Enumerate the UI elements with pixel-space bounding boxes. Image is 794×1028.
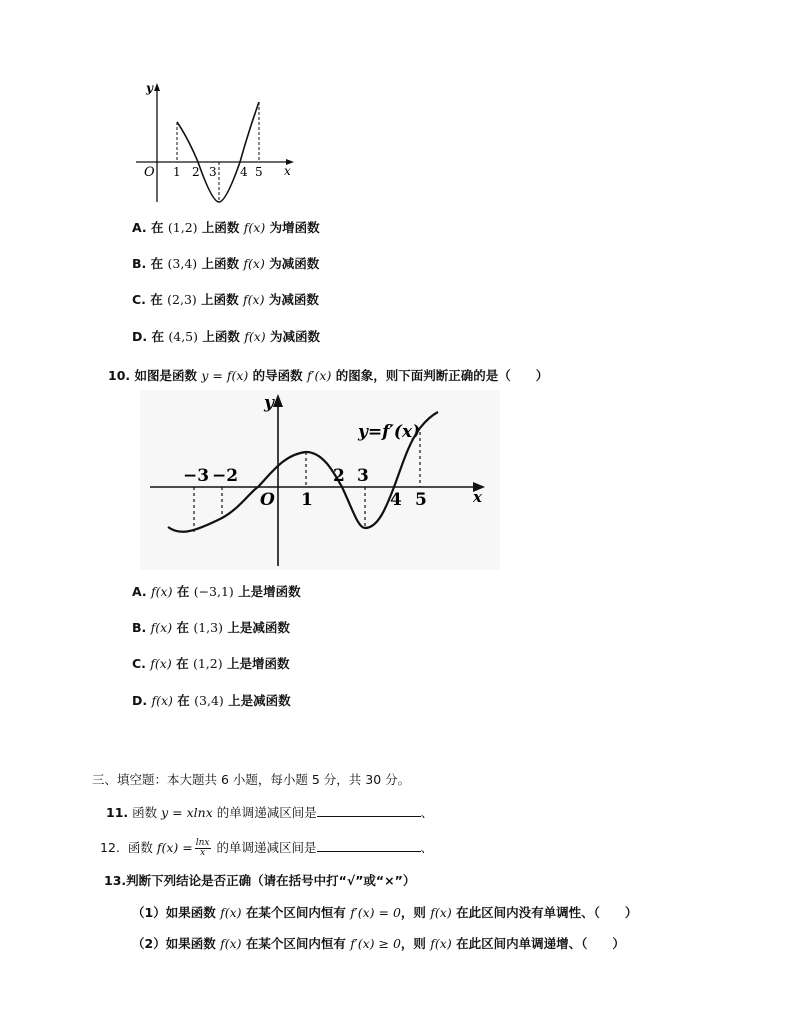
q9-option-d: D. 在 (4,5) 上函数 f(x) 为减函数 xyxy=(132,329,321,344)
q11-answer-blank[interactable] xyxy=(317,806,421,817)
q13-item-2: （2）如果函数 f(x) 在某个区间内恒有 f′(x) ≥ 0，则 f(x) 在此区间内单调递增、（ ） xyxy=(132,936,625,951)
tick-label-5: 5 xyxy=(415,490,427,510)
q10-option-d: D. f(x) 在 (3,4) 上是减函数 xyxy=(132,693,291,708)
tick-label-1: 1 xyxy=(301,490,313,510)
q13-stem: 13.判断下列结论是否正确（请在括号中打“√”或“×”） xyxy=(104,873,416,888)
section-3-heading: 三、填空题：本大题共 6 小题，每小题 5 分，共 30 分。 xyxy=(92,772,411,787)
x-axis-label: x xyxy=(284,164,291,178)
tick-label-2: 2 xyxy=(333,466,345,486)
tick-label-3: 3 xyxy=(357,466,369,486)
q11: 11. 函数 y = xlnx 的单调递减区间是 、 xyxy=(106,805,434,820)
q10-stem: 10. 如图是函数 y = f(x) 的导函数 f′(x) 的图象，则下面判断正确的是（ ） xyxy=(108,368,549,383)
curve-label: y=f′(x) xyxy=(358,422,421,442)
tick-label-neg2: −2 xyxy=(212,466,239,486)
q9-option-a: A. 在 (1,2) 上函数 f(x) 为增函数 xyxy=(132,220,320,235)
q12: 12. 函数 f(x) = $\frac{\ln x}{x}$ 的单调递减区间是 、 xyxy=(100,838,434,858)
q10-option-a: A. f(x) 在 (−3,1) 上是增函数 xyxy=(132,584,301,599)
tick-label-neg3: −3 xyxy=(183,466,210,486)
y-axis-arrow xyxy=(154,83,160,91)
q12-fraction: $\frac{\ln x}{x}$ xyxy=(195,838,210,858)
q10-option-c: C. f(x) 在 (1,2) 上是增函数 xyxy=(132,656,290,671)
graph-2 xyxy=(140,390,500,570)
tick-label-4: 4 xyxy=(240,165,248,179)
q13-item-1: （1）如果函数 f(x) 在某个区间内恒有 f′(x) = 0，则 f(x) 在此区间内没有单调性、（ ） xyxy=(132,905,638,920)
q10-option-b: B. f(x) 在 (1,3) 上是减函数 xyxy=(132,620,290,635)
q9-option-c: C. 在 (2,3) 上函数 f(x) 为减函数 xyxy=(132,292,319,307)
tick-label-4: 4 xyxy=(390,490,402,510)
x-axis-label: x xyxy=(473,488,482,506)
curve-f xyxy=(177,102,259,202)
q12-answer-blank[interactable] xyxy=(317,841,421,852)
graph-1 xyxy=(130,78,300,208)
y-axis-label: y xyxy=(264,393,274,413)
tick-label-2: 2 xyxy=(192,165,200,179)
tick-label-5: 5 xyxy=(255,165,263,179)
tick-label-1: 1 xyxy=(173,165,181,179)
origin-label: O xyxy=(260,490,275,510)
tick-label-3: 3 xyxy=(209,165,217,179)
q9-option-b: B. 在 (3,4) 上函数 f(x) 为减函数 xyxy=(132,256,320,271)
y-axis-label: y xyxy=(146,81,153,95)
origin-label: O xyxy=(144,165,155,180)
